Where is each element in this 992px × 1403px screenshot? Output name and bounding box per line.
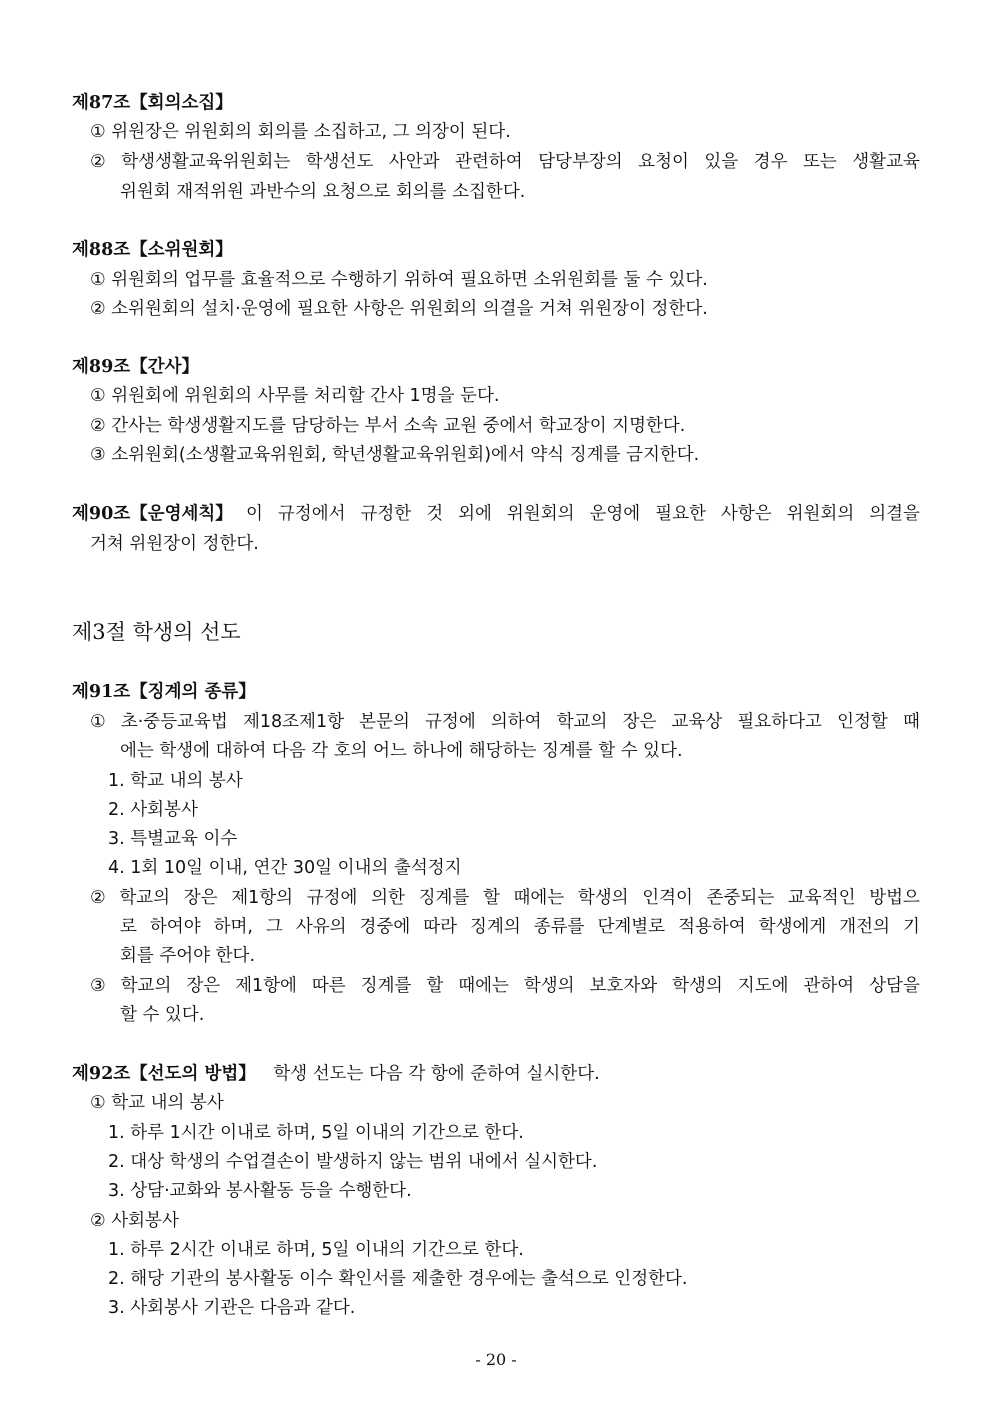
word: 생활교육 xyxy=(852,152,920,172)
article-90-line-1 xyxy=(246,499,920,529)
word: 제1항에 xyxy=(235,976,297,996)
page-number: - 20 - xyxy=(475,1350,517,1369)
article-92-para-1-item-3: 3. 상담·교화와 봉사활동 등을 수행한다. xyxy=(108,1181,412,1201)
article-92-para-1: ① 학교 내의 봉사 xyxy=(90,1093,224,1113)
word: 때에는 xyxy=(513,888,565,908)
article-89-para-3: ③ 소위원회(소생활교육위원회, 학년생활교육위원회)에서 약식 징계를 금지한다. xyxy=(90,445,700,465)
word: 사항은 xyxy=(720,504,772,524)
article-91-para-3-line-1 xyxy=(90,971,920,1001)
article-91-para-2-line-2 xyxy=(120,912,920,942)
word: ② xyxy=(90,152,106,172)
word: 경중에 xyxy=(359,917,411,937)
article-91-para-3-line-2: 할 수 있다. xyxy=(120,1005,205,1025)
article-90-heading: 제90조【운영세칙】 xyxy=(72,504,233,524)
word: 하여야 xyxy=(149,917,201,937)
word: 관련하여 xyxy=(455,152,523,172)
word: 초·중등교육법 xyxy=(120,712,228,732)
word: 징계를 xyxy=(360,976,412,996)
word: 위원회의 xyxy=(506,504,575,524)
word: 학생의 xyxy=(672,976,723,996)
word: 의한 xyxy=(371,888,405,908)
article-92-para-2-item-1: 1. 하루 2시간 이내로 하며, 5일 이내의 기간으로 한다. xyxy=(108,1240,524,1260)
word: 있을 xyxy=(704,152,739,172)
word: 적용하여 xyxy=(678,917,746,937)
section-title: 제3절 학생의 선도 xyxy=(72,620,241,644)
word: 의하여 xyxy=(490,712,542,732)
article-92-para-2-item-2: 2. 해당 기관의 봉사활동 이수 확인서를 제출한 경우에는 출석으로 인정한다. xyxy=(108,1269,688,1289)
article-89-para-2: ② 간사는 학생생활지도를 담당하는 부서 소속 교원 중에서 학교장이 지명한다. xyxy=(90,416,686,436)
word: 개전의 xyxy=(839,917,890,937)
word: 상담을 xyxy=(869,976,920,996)
word: 외에 xyxy=(458,504,492,524)
word: 본문의 xyxy=(359,712,410,732)
word: 학교의 xyxy=(120,976,172,996)
word: 장은 xyxy=(186,976,221,996)
article-92-heading: 제92조【선도의 방법】 xyxy=(72,1064,256,1084)
word: 규정에서 xyxy=(277,504,346,524)
article-87-heading: 제87조【회의소집】 xyxy=(72,93,233,113)
word: 사유의 xyxy=(295,917,347,937)
word: 따른 xyxy=(311,976,346,996)
word: 할 xyxy=(482,888,500,908)
word: 할 xyxy=(426,976,444,996)
word: 하며, xyxy=(213,917,253,937)
word: 또는 xyxy=(802,152,837,172)
word: 제1항의 xyxy=(231,888,294,908)
article-92-para-1-item-2: 2. 대상 학생의 수업결손이 발생하지 않는 범위 내에서 실시한다. xyxy=(108,1152,598,1172)
word: 로 xyxy=(120,917,137,937)
article-91-para-2-line-3: 회를 주어야 한다. xyxy=(120,946,256,966)
article-87-para-2-line-2: 위원회 재적위원 과반수의 요청으로 회의를 소집한다. xyxy=(120,182,526,202)
word: ① xyxy=(90,712,106,732)
article-90-line-2: 거쳐 위원장이 정한다. xyxy=(90,534,259,554)
word: 규정한 xyxy=(360,504,412,524)
word: 징계의 xyxy=(470,917,521,937)
word: 요청이 xyxy=(638,152,689,172)
word: 때에는 xyxy=(458,976,509,996)
word: 학교의 xyxy=(119,888,171,908)
word: 필요하다고 xyxy=(737,712,822,732)
word: 보호자와 xyxy=(589,976,658,996)
article-91-para-1-line-2: 에는 학생에 대하여 다음 각 호의 어느 하나에 해당하는 징계를 할 수 있다. xyxy=(120,741,683,761)
article-89-para-1: ① 위원회에 위원회의 사무를 처리할 간사 1명을 둔다. xyxy=(90,386,500,406)
article-91-item-3: 3. 특별교육 이수 xyxy=(108,829,238,849)
article-88-heading: 제88조【소위원회】 xyxy=(72,240,233,260)
word: 학교의 xyxy=(556,712,608,732)
article-92-para-1-item-1: 1. 하루 1시간 이내로 하며, 5일 이내의 기간으로 한다. xyxy=(108,1123,524,1143)
word: 의결을 xyxy=(869,504,920,524)
word: 장은 xyxy=(622,712,657,732)
article-88-para-1: ① 위원회의 업무를 효율적으로 수행하기 위하여 필요하면 소위원회를 둘 수 있다. xyxy=(90,270,708,290)
word: 존중되는 xyxy=(706,888,775,908)
word: 지도에 xyxy=(737,976,789,996)
article-89-heading: 제89조【간사】 xyxy=(72,357,199,377)
word: 교육상 xyxy=(671,712,723,732)
article-91-item-4: 4. 1회 10일 이내, 연간 30일 이내의 출석정지 xyxy=(108,858,462,878)
word: 이 xyxy=(246,504,263,524)
word: 징계를 xyxy=(418,888,470,908)
word: 종류를 xyxy=(533,917,585,937)
word: 위원회의 xyxy=(786,504,855,524)
word: ② xyxy=(90,888,106,908)
article-87-para-1: ① 위원장은 위원회의 회의를 소집하고, 그 의장이 된다. xyxy=(90,122,511,142)
word: 방법으 xyxy=(869,888,920,908)
word: 것 xyxy=(426,504,444,524)
word: 운영에 xyxy=(589,504,641,524)
word: 그 xyxy=(265,917,283,937)
word: 때 xyxy=(902,712,920,732)
word: 학생생활교육위원회는 xyxy=(121,152,291,172)
word: 사안과 xyxy=(388,152,440,172)
article-87-para-2-line-1 xyxy=(90,147,920,177)
article-91-item-2: 2. 사회봉사 xyxy=(108,800,198,820)
word: 관하여 xyxy=(803,976,855,996)
word: ③ xyxy=(90,976,106,996)
word: 규정에 xyxy=(306,888,358,908)
word: 학생의 xyxy=(523,976,575,996)
article-91-para-2-line-1 xyxy=(90,883,920,913)
word: 따라 xyxy=(423,917,458,937)
word: 학생의 xyxy=(577,888,629,908)
article-91-para-1-line-1 xyxy=(90,707,920,737)
article-92-para-2: ② 사회봉사 xyxy=(90,1211,179,1231)
article-91-item-1: 1. 학교 내의 봉사 xyxy=(108,771,243,791)
word: 단계별로 xyxy=(597,917,666,937)
word: 규정에 xyxy=(425,712,476,732)
word: 인정할 xyxy=(837,712,888,732)
word: 학생에게 xyxy=(758,917,827,937)
word: 담당부장의 xyxy=(538,152,623,172)
word: 경우 xyxy=(753,152,788,172)
article-92-para-2-item-3: 3. 사회봉사 기관은 다음과 같다. xyxy=(108,1298,356,1318)
word: 학생선도 xyxy=(305,152,374,172)
word: 교육적인 xyxy=(787,888,856,908)
article-92-intro: 학생 선도는 다음 각 항에 준하여 실시한다. xyxy=(273,1064,600,1084)
word: 인격이 xyxy=(642,888,693,908)
word: 필요한 xyxy=(655,504,706,524)
article-91-heading: 제91조【징계의 종류】 xyxy=(72,682,256,702)
word: 기 xyxy=(902,917,920,937)
article-92-line-1 xyxy=(72,1059,600,1089)
word: 제18조제1항 xyxy=(242,712,345,732)
word: 장은 xyxy=(183,888,218,908)
article-88-para-2: ② 소위원회의 설치·운영에 필요한 사항은 위원회의 의결을 거쳐 위원장이 정한다. xyxy=(90,299,708,319)
